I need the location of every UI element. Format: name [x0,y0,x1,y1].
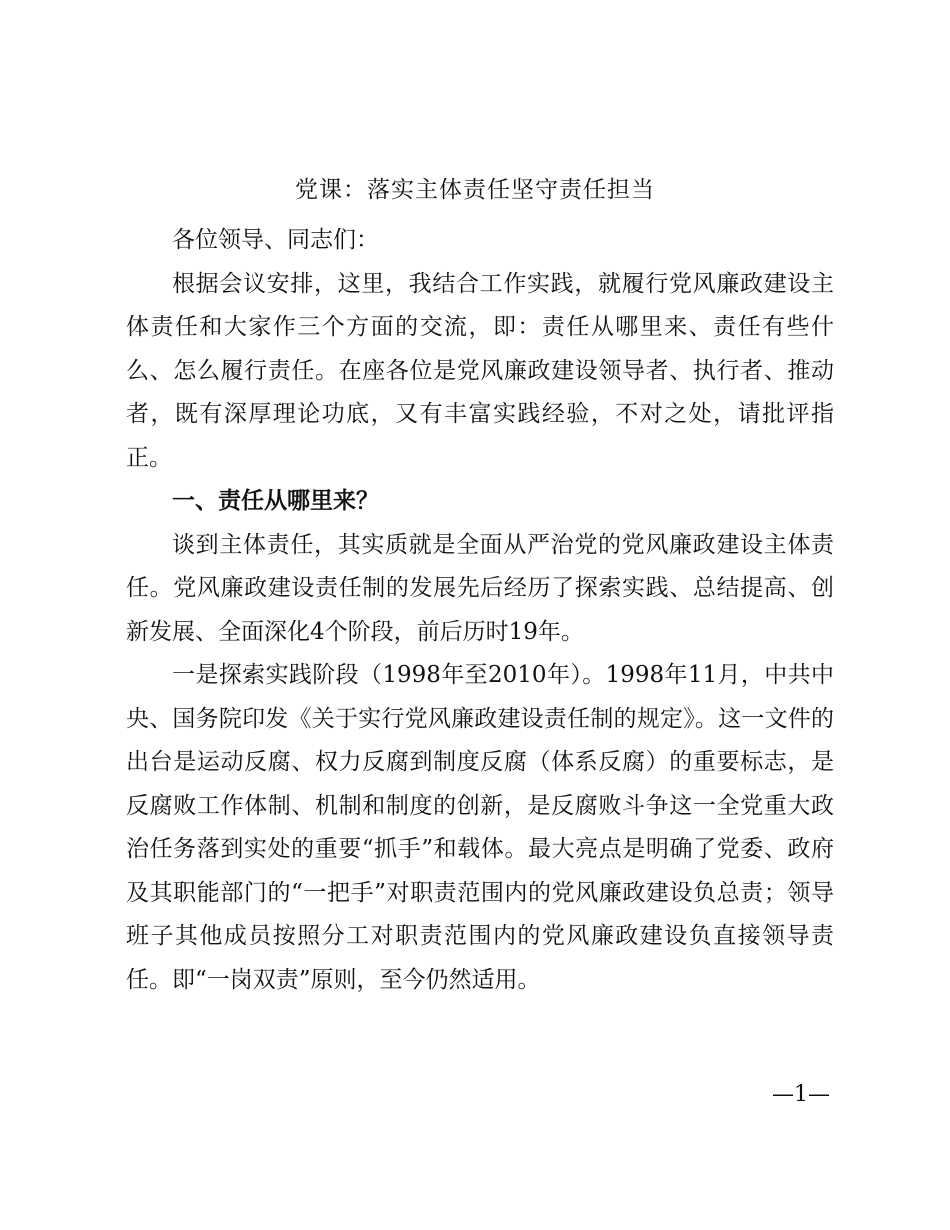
page-number: —1— [772,1082,830,1107]
section-heading-1: 一、责任从哪里来？ [172,488,379,514]
intro-paragraph: 根据会议安排，这里，我结合工作实践，就履行党风廉政建设主体责任和大家作三个方面的交流，即：责任从哪里来、责任有些什么、怎么履行责任。在座各位是党风廉政建设领导者、执行者、推动者，既有深厚理论功底，又有丰富实践经验，不对之处，请批评指正。 [126,270,834,471]
document-body [126,219,834,1002]
document-title: 党课：落实主体责任坚守责任担当 [295,177,655,203]
section1-paragraph-1: 谈到主体责任，其实质就是全面从严治党的党风廉政建设主体责任。党风廉政建设责任制的发展先后经历了探索实践、总结提高、创新发展、全面深化4个阶段，前后历时19年。 [126,531,834,645]
salutation: 各位领导、同志们： [172,227,379,253]
section1-paragraph-2: 一是探索实践阶段（1998年至2010年）。1998年11月，中共中央、国务院印发《关于实行党风廉政建设责任制的规定》。这一文件的出台是运动反腐、权力反腐到制度反腐（体系反腐）的重要标志，是反腐败工作体制、机制和制度的创新，是反腐败斗争这一全党重大政治任务落到实处的重要“抓手”和载体。最大亮点是明确了党委、政府及其职能部门的“一把手”对职责范围内的党风廉政建设负总责；领导班子其他成员按照分工对职责范围内的党风廉政建设负直接领导责任。即“一岗双责”原则，至今仍然适用。 [126,662,834,993]
